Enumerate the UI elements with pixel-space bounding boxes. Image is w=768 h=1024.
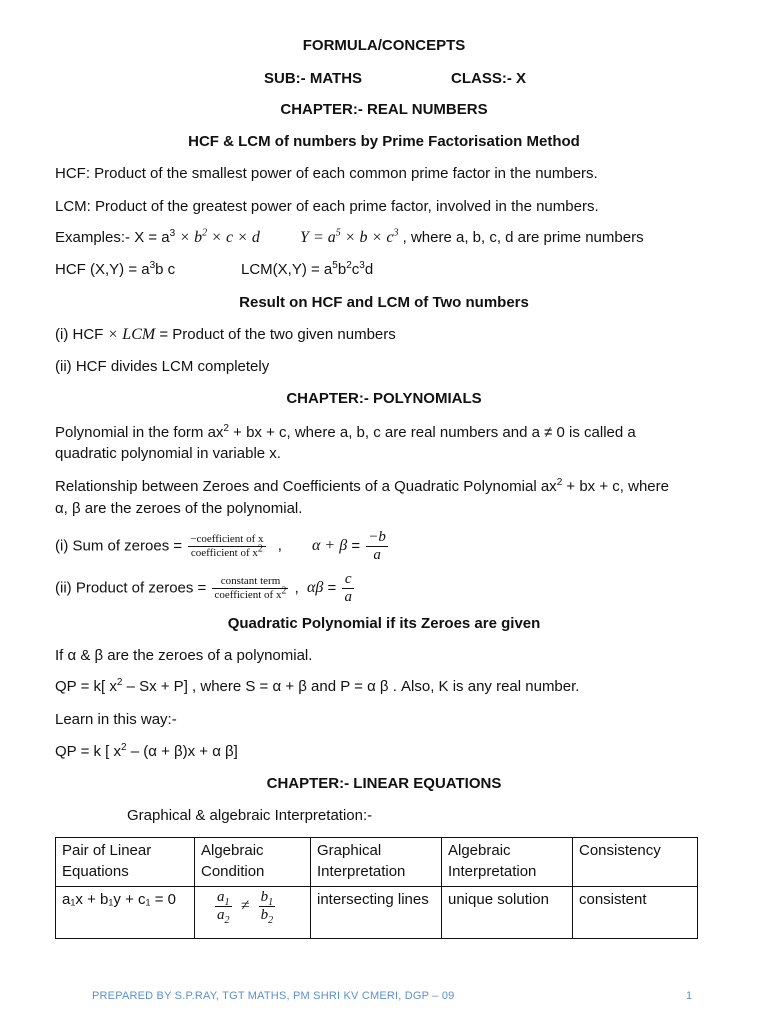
subject-label: SUB:- MATHS	[264, 70, 363, 87]
cell-consistency: consistent	[573, 887, 698, 939]
lcm-definition: LCM: Product of the greatest power of each prime factor, involved in the numbers.	[55, 198, 599, 215]
qp-line-3: QP = k [ $x^2 - (\alpha + \beta)x + \alpha$ β]	[55, 742, 238, 760]
chapter-real-numbers-title: CHAPTER:- REAL NUMBERS	[280, 101, 488, 118]
hcf-lcm-heading: HCF & LCM of numbers by Prime Factorisation Method	[188, 133, 580, 150]
linear-equations-table	[55, 837, 698, 939]
qp-line-1: If α & β are the zeroes of a polynomial.	[55, 647, 313, 664]
sum-fraction: $\frac{\text{−coefficient of x}}{coefficient of x^2}$	[190, 533, 264, 559]
examples-line: Examples:- $X = a^3 \times b^2 \times c \times d$ $Y = a^5 \times b \times c^3$ , where a, b, c, d are prime numbers	[55, 227, 644, 246]
result-2: (ii) HCF divides LCM completely	[55, 358, 270, 375]
cell-condition: $\frac{a_1}{a_2}$ ≠ $\frac{b_1}{b_2}$	[195, 887, 311, 939]
qp-heading: Quadratic Polynomial if its Zeroes are given	[227, 615, 541, 632]
product-of-zeroes: (ii) Product of zeroes = $\frac{\text{constant term}}{coefficient of x^2}$ , αβ = $\frac{c}{a}$	[55, 571, 352, 605]
result-1: (i) HCF × LCM = Product of the two given numbers	[55, 326, 396, 343]
learn-line: Learn in this way:-	[55, 711, 177, 728]
doc-title: FORMULA/CONCEPTS	[302, 37, 466, 54]
sum-of-zeroes: (i) Sum of zeroes = $\frac{\text{−coefficient of x}}{coefficient of x^2}$ , α + β = $\frac{-b}{a}$	[55, 529, 386, 563]
examples-tail: , where a, b, c, d are prime numbers	[402, 229, 644, 246]
chapter-linear-equations-title: CHAPTER:- LINEAR EQUATIONS	[266, 775, 502, 792]
polynomial-def-1: Polynomial in the form $ax^2$ + bx + c, where a, b, c are real numbers and a ≠ 0 is called a	[55, 423, 636, 441]
hcf-definition: HCF: Product of the smallest power of each common prime factor in the numbers.	[55, 165, 598, 182]
relationship-2: α, β are the zeroes of the polynomial.	[55, 500, 303, 517]
table-header-row	[56, 838, 698, 887]
polynomial-def-2: quadratic polynomial in variable x.	[55, 445, 281, 462]
page-number: 1	[686, 990, 693, 1002]
footer-credit: PREPARED BY S.P.RAY, TGT MATHS, PM SHRI KV CMERI, DGP – 09	[92, 990, 455, 1002]
cell-algebraic: unique solution	[442, 887, 573, 939]
header-consistency: Consistency	[573, 838, 698, 887]
lcm-xy: $LCM(X,Y) = a^5b^2c^3d$	[241, 260, 374, 278]
interpretation-subtitle: Graphical & algebraic Interpretation:-	[127, 807, 373, 824]
table-row	[56, 887, 698, 939]
header-pair: Pair of Linear Equations	[56, 838, 195, 887]
relationship-1: Relationship between Zeroes and Coefficients of a Quadratic Polynomial $ax^2$ + bx + c, where	[55, 477, 669, 495]
chapter-polynomials-title: CHAPTER:- POLYNOMIALS	[286, 390, 482, 407]
result-heading: Result on HCF and LCM of Two numbers	[239, 294, 529, 311]
hcf-lcm-xy-line: HCF $(X,Y) = a^3b$ c	[55, 260, 176, 278]
product-fraction: $\frac{\text{constant term}}{coefficient of x^2}$	[214, 575, 287, 601]
qp-line-2: QP = k[ $x^2 - Sx + P$] , where S = α + β and P = α β . Also, K is any real number.	[55, 677, 580, 695]
examples-label: Examples:- X = a	[55, 229, 170, 246]
cell-graphical: intersecting lines	[311, 887, 442, 939]
header-graphical: Graphical Interpretation	[311, 838, 442, 887]
cell-equation: a₁x + b₁y + c₁ = 0	[56, 887, 195, 939]
header-algebraic-condition: Algebraic Condition	[195, 838, 311, 887]
class-label: CLASS:- X	[451, 70, 526, 87]
header-algebraic-interp: Algebraic Interpretation	[442, 838, 573, 887]
hcf-xy: HCF (X,Y) = a	[55, 261, 150, 278]
